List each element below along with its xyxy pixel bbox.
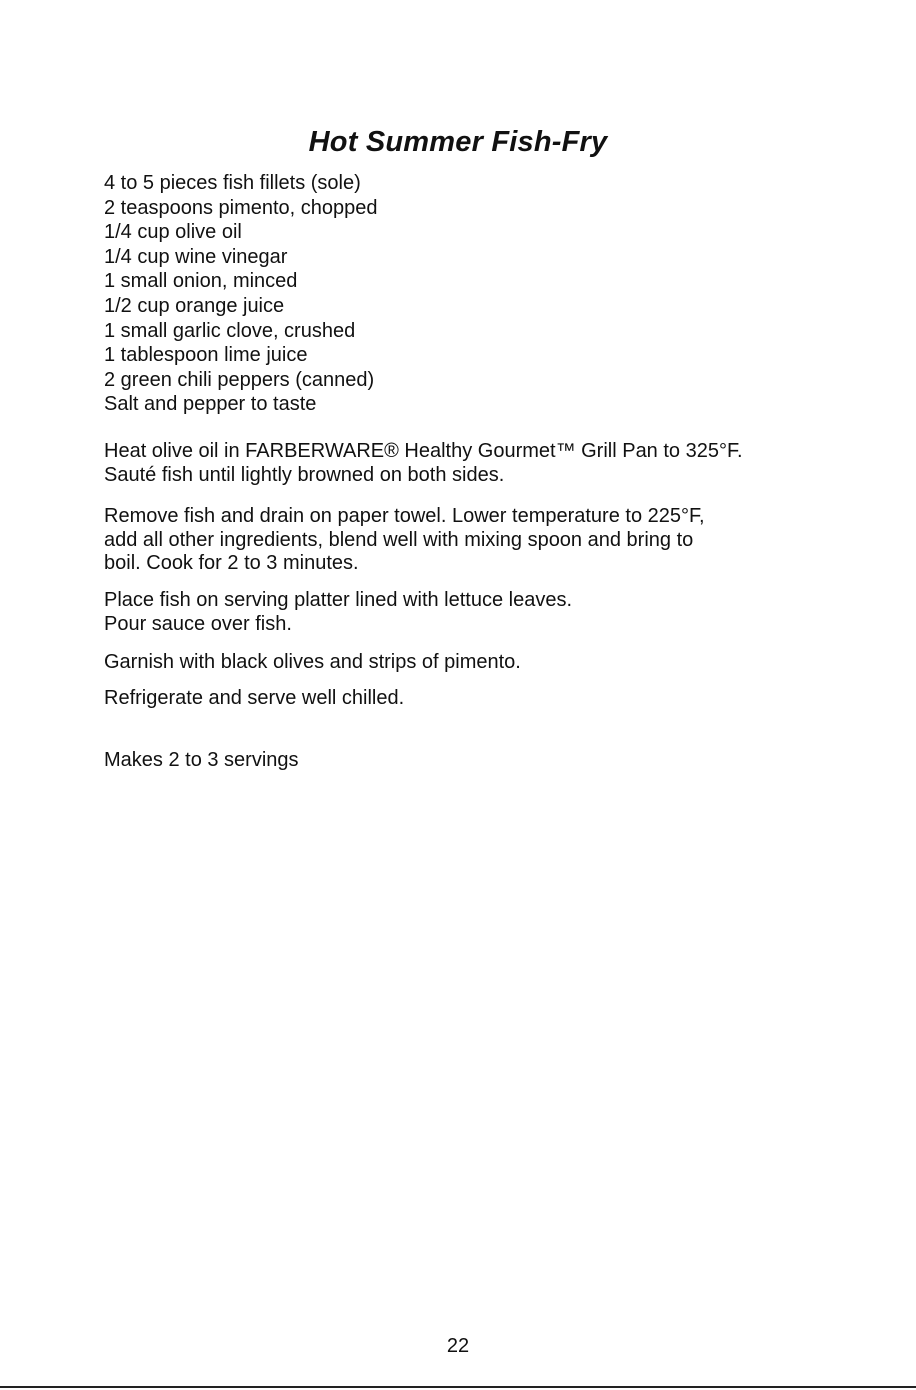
instruction-line: Place fish on serving platter lined with lettuce leaves. [104,589,573,611]
instruction-line: Garnish with black olives and strips of pimento. [104,651,521,673]
instruction-paragraph [104,687,864,711]
ingredient-item: 1/4 cup olive oil [104,221,242,244]
instruction-line: Pour sauce over fish. [104,612,292,635]
instruction-paragraph [104,589,864,636]
ingredient-item: 1 small garlic clove, crushed [104,319,356,342]
instruction-line: Heat olive oil in FARBERWARE® Healthy Gourmet™ Grill Pan to 325°F. [104,440,743,462]
instruction-line: Sauté fish until lightly browned on both sides. [104,463,505,486]
ingredient-item: 1/4 cup wine vinegar [104,245,288,268]
ingredient-item: 1/2 cup orange juice [104,294,285,317]
instruction-line: Refrigerate and serve well chilled. [104,687,405,709]
ingredient-item: 2 teaspoons pimento, chopped [104,196,378,219]
instruction-line: add all other ingredients, blend well with mixing spoon and bring to [104,528,694,551]
instruction-line: Remove fish and drain on paper towel. Lower temperature to 225°F, [104,505,705,527]
ingredient-item: Salt and pepper to taste [104,393,317,416]
bottom-border-line [0,1386,916,1388]
instruction-paragraph [104,651,864,675]
servings-line: Makes 2 to 3 servings [104,749,299,771]
instruction-paragraph [104,505,864,576]
ingredient-item: 2 green chili peppers (canned) [104,368,375,391]
recipe-title: Hot Summer Fish-Fry [308,126,608,158]
ingredient-item: 1 small onion, minced [104,270,298,293]
ingredient-item: 1 tablespoon lime juice [104,344,308,367]
instruction-paragraph [104,440,864,487]
page-number: 22 [446,1335,470,1357]
ingredient-list [104,171,378,417]
servings-note [104,749,864,773]
ingredient-item: 4 to 5 pieces fish fillets (sole) [104,172,361,194]
instruction-line: boil. Cook for 2 to 3 minutes. [104,552,359,574]
